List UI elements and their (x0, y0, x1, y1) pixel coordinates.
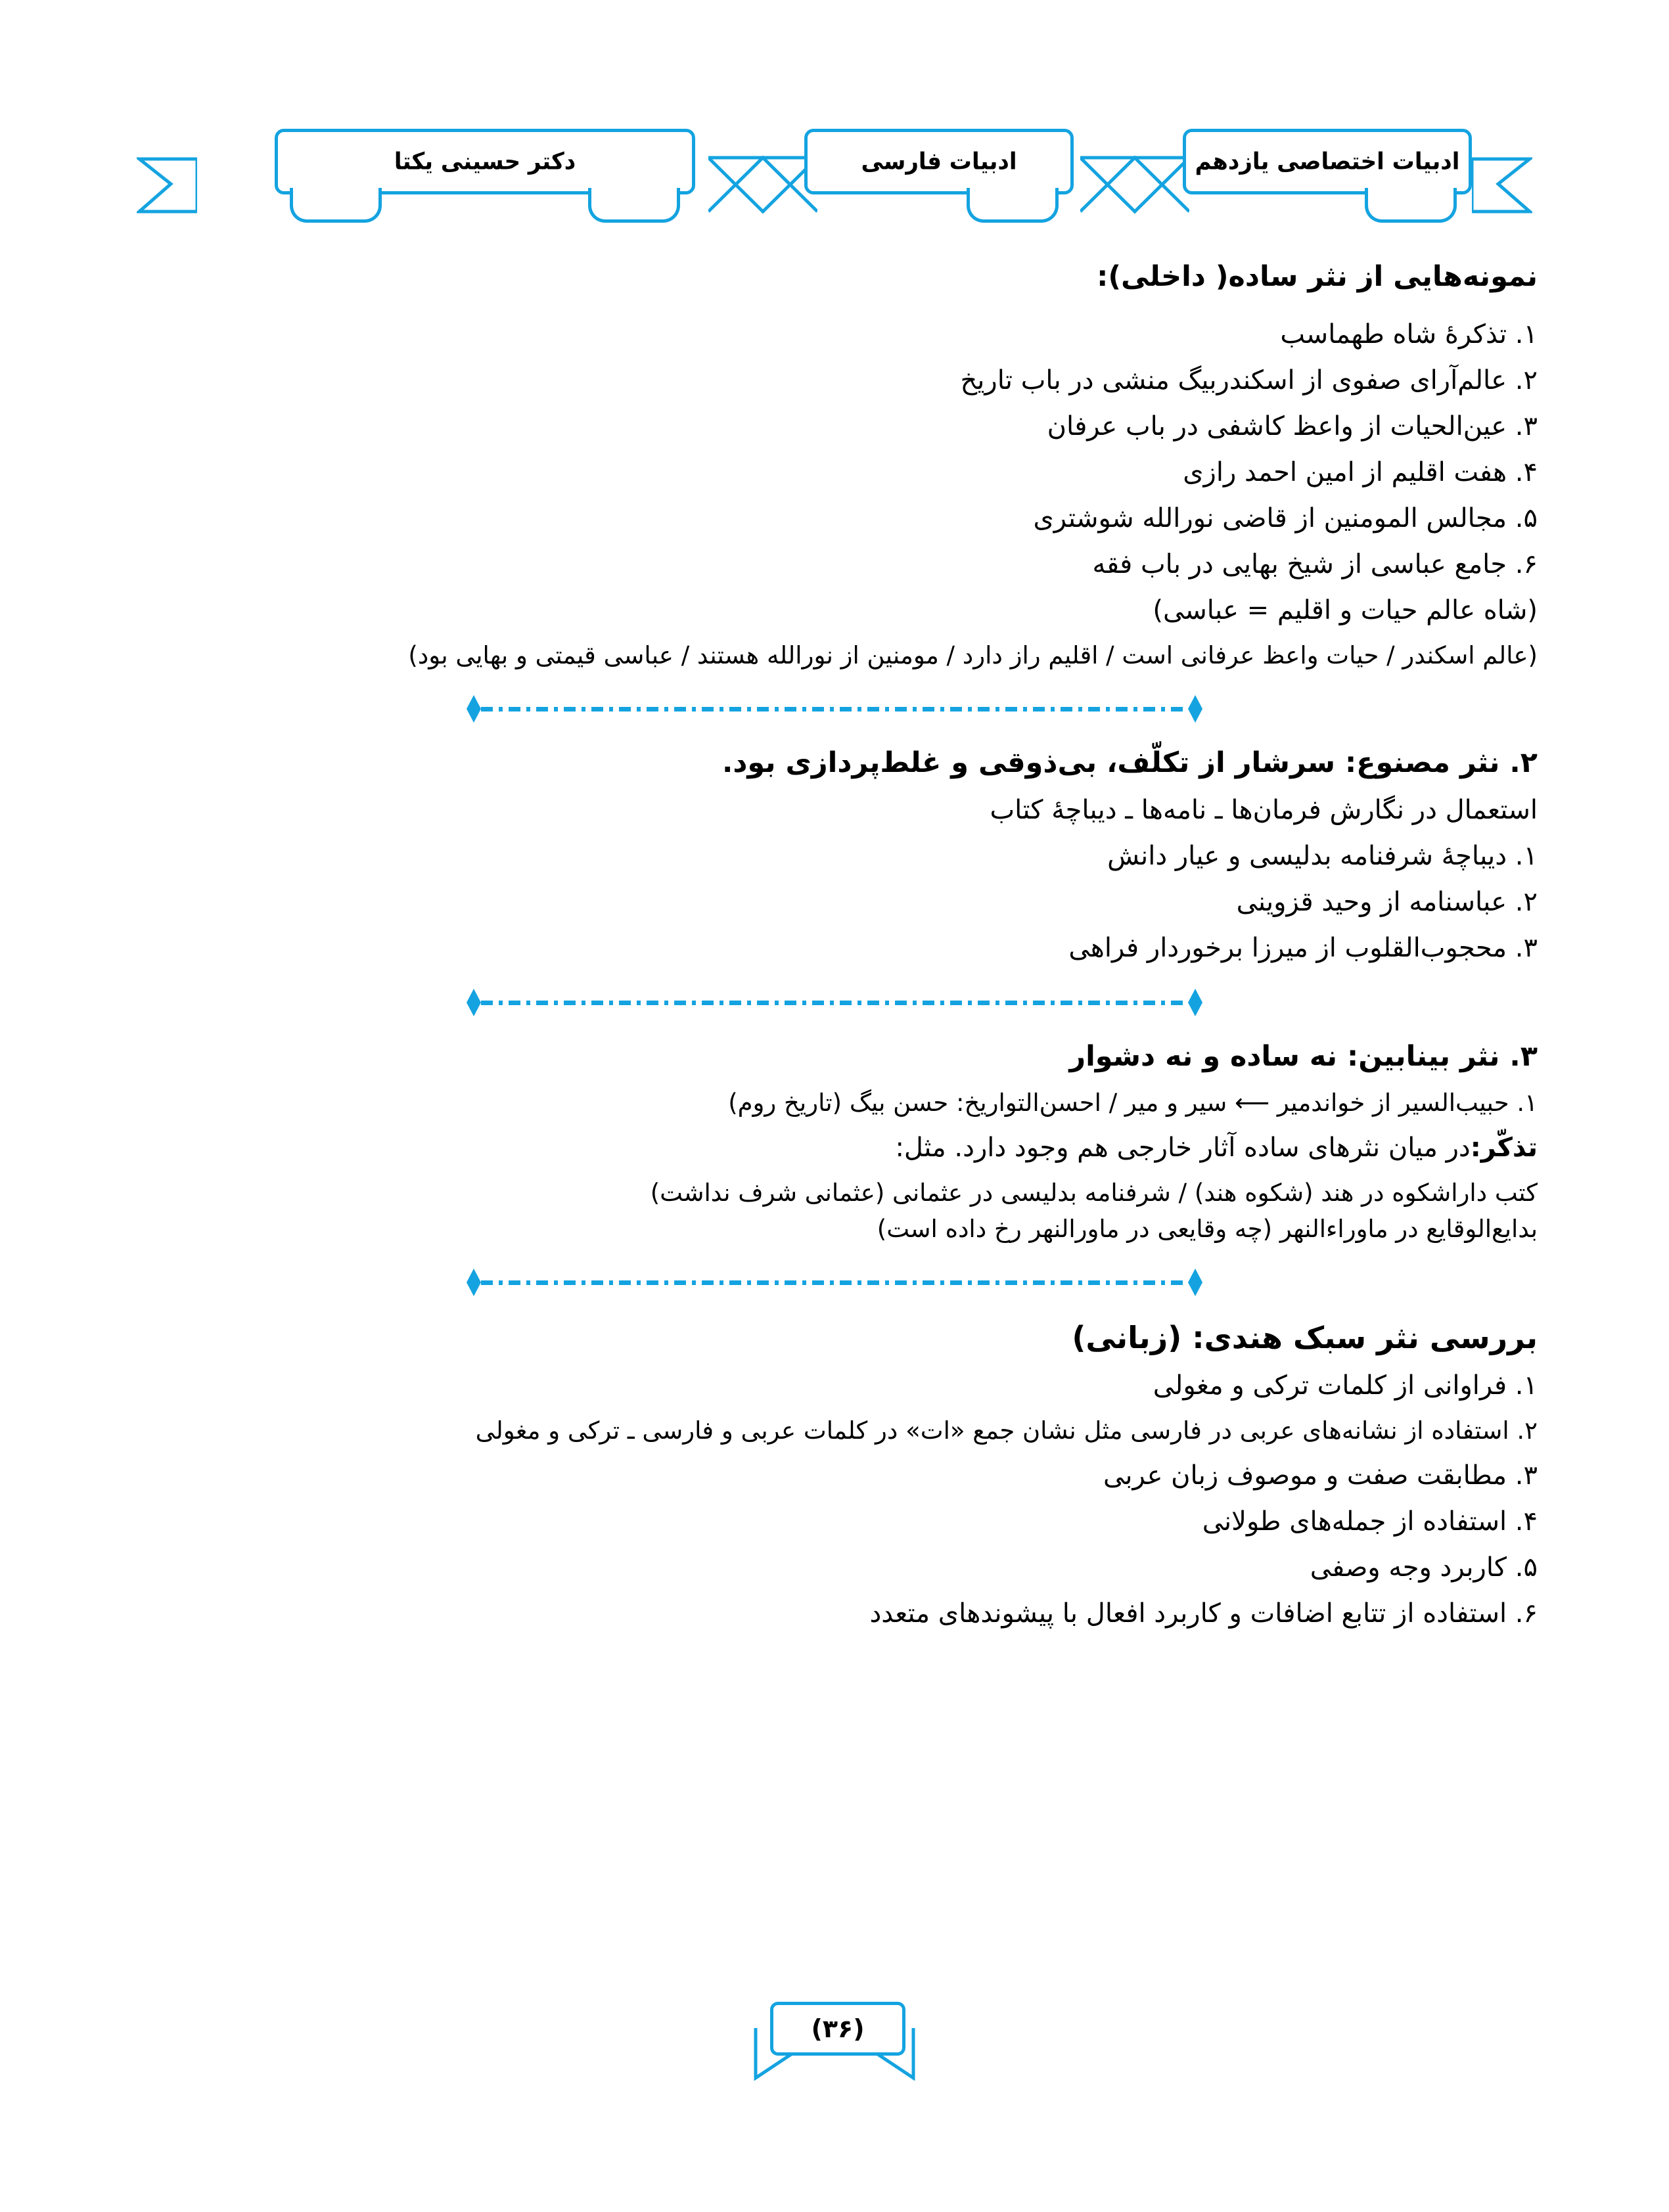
list-item: ۶. استفاده از تتابع اضافات و کاربرد افعال با پیشوندهای متعدد (869, 1598, 1538, 1629)
diamond-cap-icon (467, 989, 481, 1016)
document-body (131, 260, 1538, 1629)
header-ribbon-banner (197, 129, 1472, 214)
ribbon-fold (1365, 188, 1457, 223)
list-item: ۴. هفت اقلیم از امین احمد رازی (1183, 457, 1538, 487)
header-banner-label-teacher: دکتر حسینی یکتا (394, 148, 576, 175)
note-example: بدایع‌الوقایع در ماوراءالنهر (چه وقایعی در ماورالنهر رخ داده است) (877, 1215, 1538, 1243)
ribbon-fold (588, 188, 680, 223)
ribbon-fold (290, 188, 382, 223)
divider-dash-line (481, 1280, 1188, 1285)
ribbon-knot-icon-1 (1080, 155, 1189, 214)
ribbon-tail-left-icon (137, 156, 197, 214)
mnemonic-long: (عالم اسکندر / حیات واعظ عرفانی است / اقلیم راز دارد / مومنین از نورالله هستند / عباسی قیمتی و بهایی بود) (408, 641, 1538, 669)
diamond-cap-icon (467, 1269, 481, 1296)
divider-inner (467, 696, 1202, 722)
page-footer (0, 2002, 1669, 2100)
section-divider (131, 694, 1538, 724)
section-divider (131, 987, 1538, 1018)
artificial-prose-usage: استعمال در نگارش فرمان‌ها ـ نامه‌ها ـ دیباچۀ کتاب (990, 795, 1538, 825)
list-item: ۳. عین‌الحیات از واعظ کاشفی در باب عرفان (1047, 411, 1538, 441)
ribbon-fold (967, 188, 1059, 223)
divider-inner (467, 989, 1202, 1016)
diamond-cap-icon (467, 695, 481, 723)
header-banner-grade-subject (1183, 129, 1472, 194)
note-text: در میان نثرهای ساده آثار خارجی هم وجود دارد. مثل: (895, 1133, 1471, 1163)
ribbon-tail-right-icon (1472, 156, 1532, 214)
header-banner-subject (804, 129, 1074, 194)
list-item: ۴. استفاده از جمله‌های طولانی (1202, 1506, 1538, 1537)
section-divider (131, 1267, 1538, 1298)
divider-dash-line (481, 1001, 1188, 1005)
ribbon-knot-icon-2 (708, 155, 817, 214)
page-number-ribbon (753, 2002, 916, 2081)
header-banner-label-subject: ادبیات فارسی (861, 148, 1017, 175)
list-item: ۱. دیباچۀ شرفنامه بدلیسی و عیار دانش (1107, 841, 1538, 871)
divider-inner (467, 1269, 1202, 1296)
list-item: ۵. کاربرد وجه وصفی (1310, 1552, 1538, 1583)
mnemonic-short: (شاه عالم حیات و اقلیم = عباسی) (1153, 595, 1538, 625)
list-item: ۱. حبیب‌السیر از خواندمیر ⟵ سیر و میر / احسن‌التواریخ: حسن بیگ (تاریخ روم) (728, 1089, 1538, 1117)
diamond-cap-icon (1188, 695, 1202, 723)
list-item: ۲. استفاده از نشانه‌های عربی در فارسی مثل نشان جمع «ات» در کلمات عربی و فارسی ـ ترکی و مغولی (475, 1416, 1538, 1445)
list-item: ۵. مجالس المومنین از قاضی نورالله شوشتری (1033, 503, 1538, 533)
diamond-cap-icon (1188, 1269, 1202, 1296)
list-item: ۳. محجوب‌القلوب از میرزا برخوردار فراهی (1068, 933, 1538, 963)
page-number: (۳۶) (811, 2014, 865, 2043)
divider-dash-line (481, 707, 1188, 711)
list-item: ۳. مطابقت صفت و موصوف زبان عربی (1103, 1460, 1538, 1491)
intermediate-prose-note (131, 1135, 1538, 1161)
section-heading-artificial-prose: ۲. نثر مصنوع: سرشار از تکلّف، بی‌ذوقی و غلط‌پردازی بود. (722, 746, 1538, 779)
list-item: ۲. عباسنامه از وحید قزوینی (1236, 887, 1538, 917)
diamond-cap-icon (1188, 989, 1202, 1016)
page-number-box (770, 2002, 905, 2056)
header-banner-label-grade-subject: ادبیات اختصاصی یازدهم (1195, 148, 1460, 175)
note-label: تذکّر: (1470, 1133, 1538, 1163)
section-heading-simple-prose: نمونه‌هایی از نثر ساده( داخلی): (1097, 260, 1538, 293)
section-heading-intermediate-prose: ۳. نثر بینابین: نه ساده و نه دشوار (1069, 1040, 1538, 1073)
list-item: ۱. فراوانی از کلمات ترکی و مغولی (1153, 1370, 1538, 1401)
list-item: ۲. عالم‌آرای صفوی از اسکندربیگ منشی در باب تاریخ (960, 365, 1538, 395)
header-banner-teacher (275, 129, 695, 194)
list-item: ۶. جامع عباسی از شیخ بهایی در باب فقه (1092, 549, 1538, 579)
list-item: ۱. تذکرۀ شاه طهماسب (1280, 319, 1538, 350)
section-heading-indian-style: بررسی نثر سبک هندی: (زبانی) (1072, 1320, 1538, 1355)
note-example: کتب داراشکوه در هند (شکوه هند) / شرفنامه بدلیسی در عثمانی (عثمانی شرف نداشت) (650, 1179, 1538, 1207)
ribbon-row (197, 129, 1472, 214)
